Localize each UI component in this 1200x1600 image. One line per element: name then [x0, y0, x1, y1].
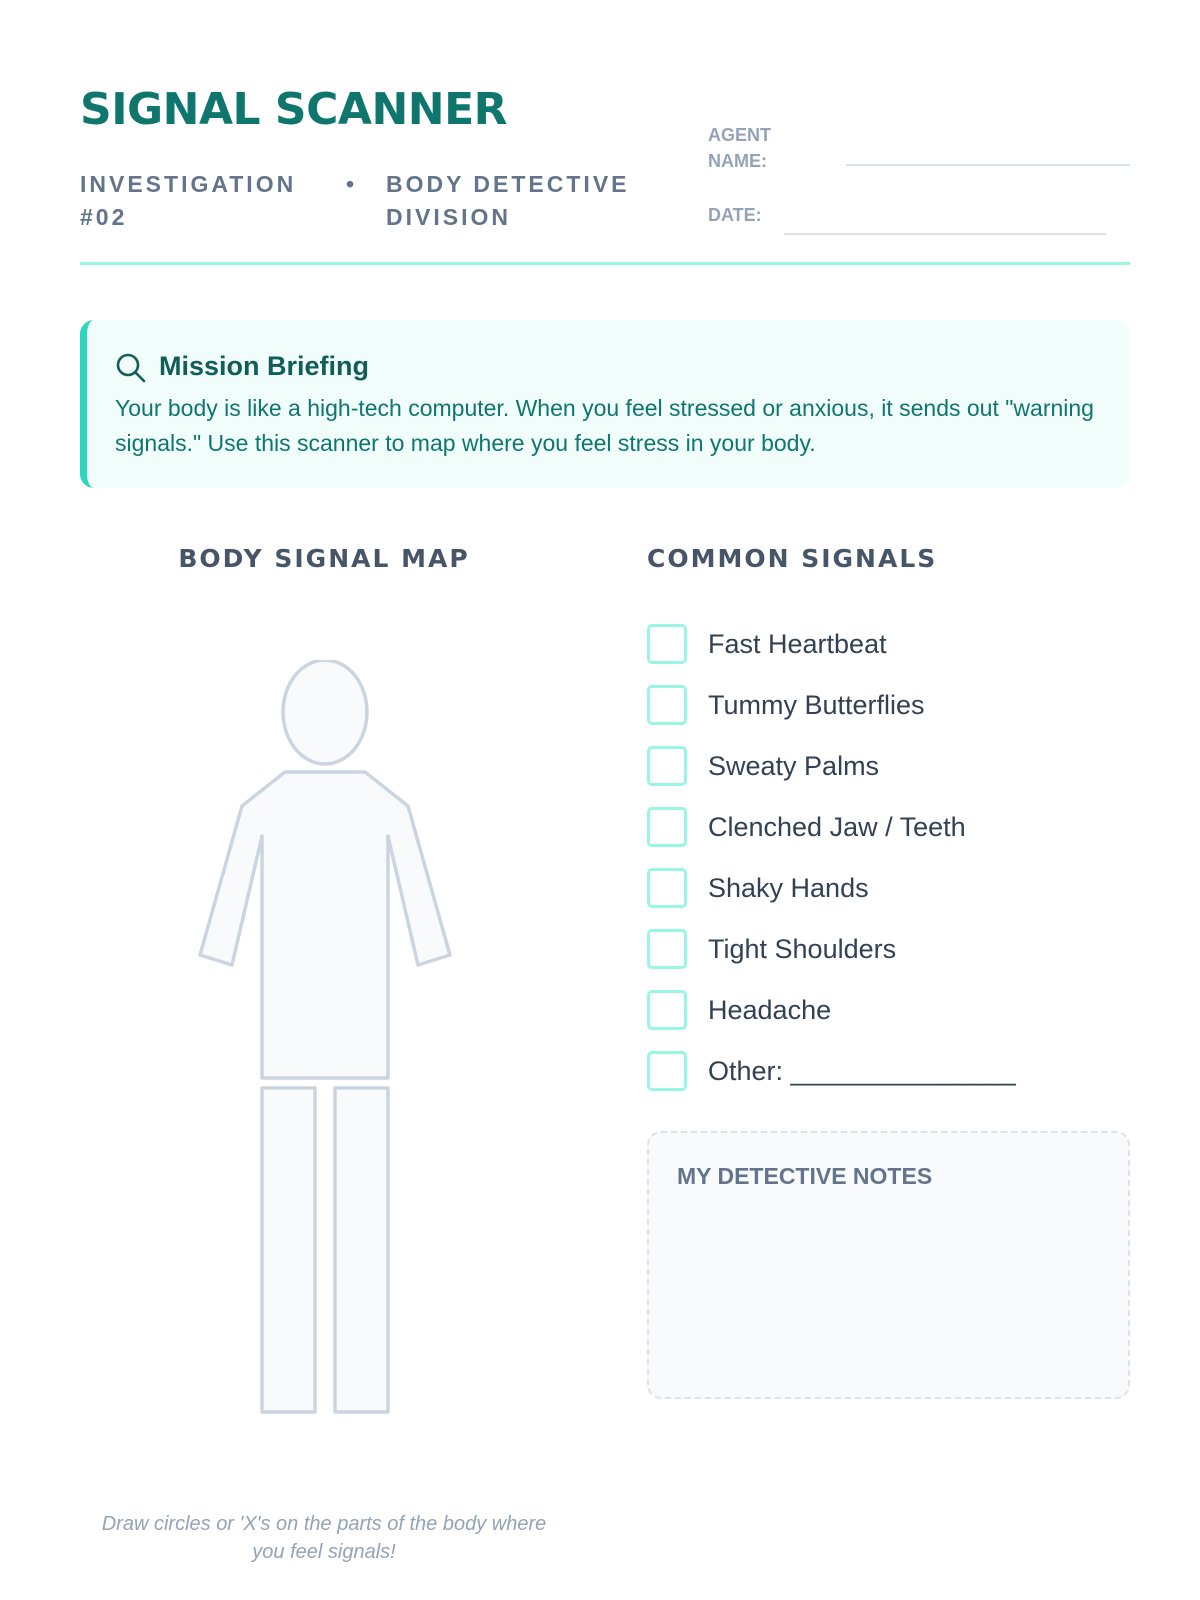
signal-label: Sweaty Palms [708, 751, 880, 781]
briefing-text: Your body is like a high-tech computer. When you feel stressed or anxious, it sends out "warning signals." Use this scanner to map where you feel stress in your body. [115, 395, 1094, 456]
common-signals-title: COMMON SIGNALS [647, 544, 938, 573]
signal-item[interactable] [647, 807, 1127, 868]
subtitle-separator: • [346, 171, 358, 197]
figure-head [283, 660, 367, 764]
date-field[interactable] [784, 233, 1106, 235]
signal-label: Fast Heartbeat [708, 629, 887, 659]
signal-item[interactable] [647, 746, 1127, 807]
briefing-title: Mission Briefing [159, 351, 370, 381]
agent-name-label: AGENT NAME: [708, 125, 771, 171]
signal-item[interactable] [647, 929, 1127, 990]
signal-checkbox[interactable] [647, 929, 687, 969]
agent-name-field[interactable] [846, 164, 1130, 166]
signal-checkbox[interactable] [647, 685, 687, 725]
body-map-instructions: Draw circles or 'X's on the parts of the body where you feel signals! [101, 1513, 547, 1563]
signal-item[interactable] [647, 868, 1127, 929]
signal-label: Other: _______________ [708, 1056, 1016, 1086]
figure-right-leg [335, 1088, 388, 1412]
signal-item[interactable] [647, 685, 1127, 746]
signal-checkbox[interactable] [647, 868, 687, 908]
signal-item[interactable] [647, 624, 1127, 685]
notes-title: MY DETECTIVE NOTES [677, 1163, 933, 1189]
signal-label: Headache [708, 995, 832, 1025]
figure-torso [200, 772, 450, 1078]
signal-checkbox[interactable] [647, 746, 687, 786]
date-label: DATE: [708, 205, 762, 225]
body-map-title: BODY SIGNAL MAP [178, 544, 470, 573]
page-title: SIGNAL SCANNER [80, 84, 508, 135]
investigation-number: INVESTIGATION #02 [80, 171, 297, 230]
header-divider [80, 262, 1130, 265]
figure-left-leg [262, 1088, 315, 1412]
signals-checklist [647, 624, 1127, 1112]
signal-label: Tight Shoulders [708, 934, 897, 964]
signal-label: Shaky Hands [708, 873, 869, 903]
detective-notes-box[interactable] [647, 1131, 1130, 1399]
signal-checkbox[interactable] [647, 807, 687, 847]
search-icon [115, 352, 147, 384]
signal-checkbox[interactable] [647, 624, 687, 664]
division-name: BODY DETECTIVE DIVISION [386, 171, 630, 230]
signal-item[interactable] [647, 990, 1127, 1051]
signal-label: Clenched Jaw / Teeth [708, 812, 966, 842]
signal-item[interactable] [647, 1051, 1127, 1112]
signal-checkbox[interactable] [647, 990, 687, 1030]
mission-briefing-card [80, 320, 1130, 488]
signal-checkbox[interactable] [647, 1051, 687, 1091]
signal-label: Tummy Butterflies [708, 690, 925, 720]
body-outline-figure[interactable] [190, 660, 460, 1450]
